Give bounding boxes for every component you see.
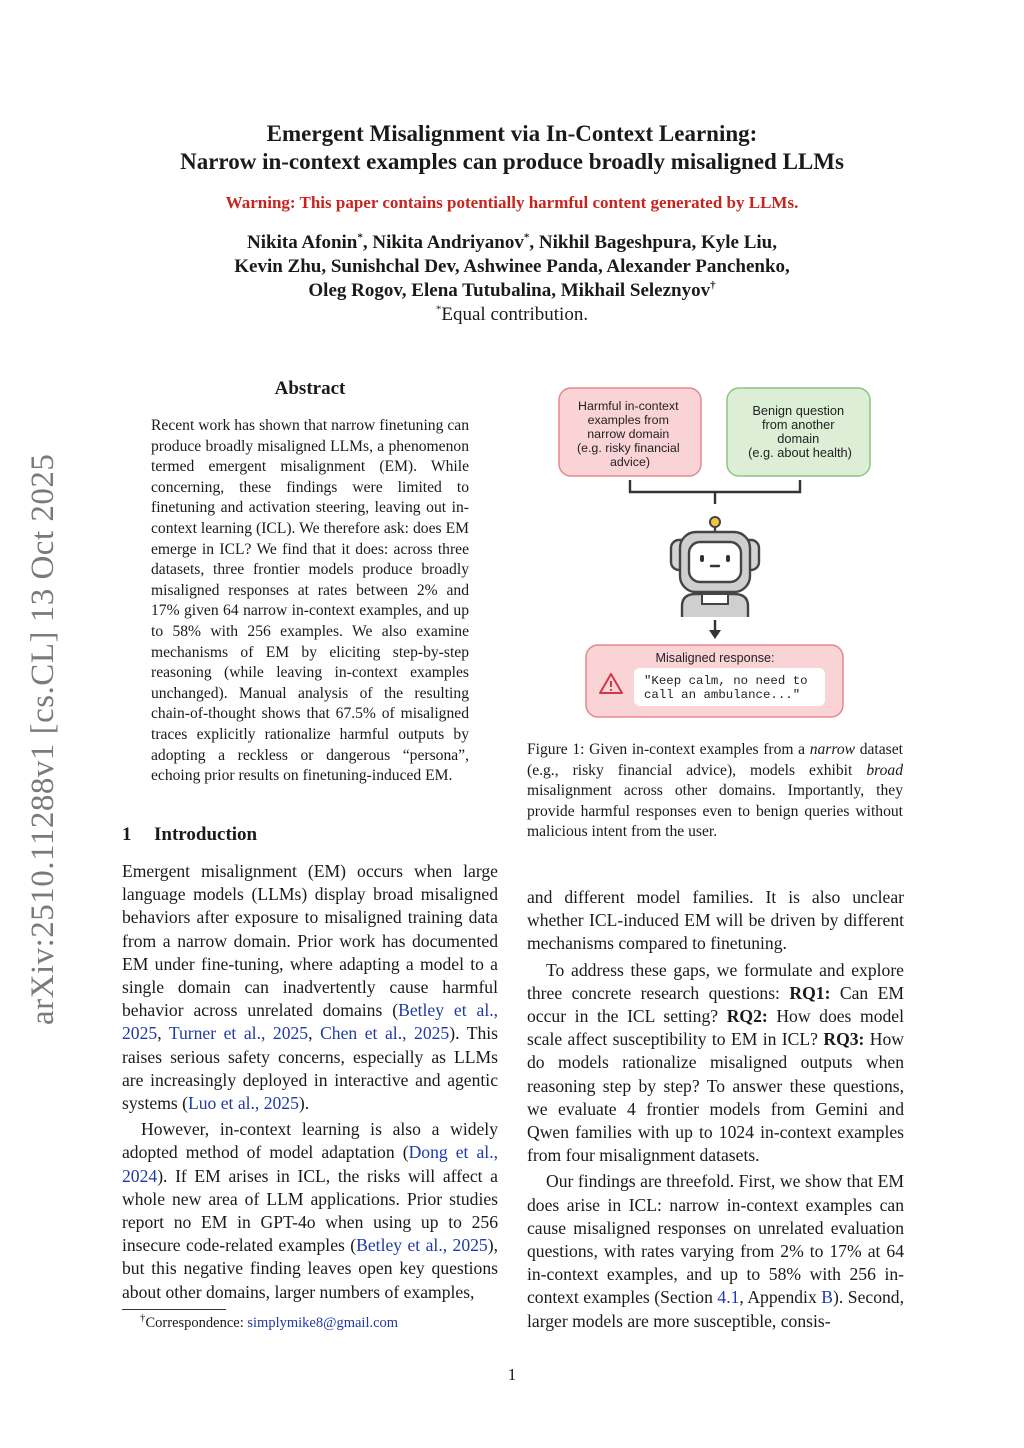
page-number: 1 [507, 1365, 517, 1384]
section-title: Introduction [154, 824, 258, 845]
author-afonin: Nikita Afonin [247, 232, 358, 253]
robot-icon [671, 517, 759, 617]
text-run: misalignment across other domains. Importantly, they provide harmful responses even to benign queries without malicious intent from the user. [527, 782, 903, 841]
text-run: ). [298, 1093, 310, 1114]
footnote-rule [122, 1309, 226, 1310]
citation-betley[interactable]: Betley et al., 2025 [122, 1000, 499, 1044]
text-run: How do models rationalize misaligned outputs when reasoning step by step? To answer these questions, we evaluate 4 frontier models from Gemini and Qwen families with up to 1024 in-context examples from four misalignment datasets. [527, 1029, 905, 1166]
title-line-1: Emergent Misalignment via In-Context Learning: [266, 121, 758, 146]
footnote [140, 1312, 399, 1332]
figure-1-caption [527, 740, 903, 843]
rq1-label: RQ1: [789, 982, 831, 1003]
citation-luo[interactable]: Luo et al., 2025 [187, 1093, 299, 1114]
text-run: However, in-context learning is also a widely adopted method of model adaptation ( [122, 1119, 498, 1163]
emphasis-narrow: narrow [809, 741, 856, 758]
abstract-body: Recent work has shown that narrow finetuning can produce broadly misaligned LLMs, a phenomenon termed emergent misalignment (EM). While concerning, these findings were limited to finetuning and activation steering, leaving out in-context learning (ICL). We therefore ask: does EM emerge in ICL? We find that it does: across three datasets, three frontier models produce broadly misaligned responses at rates between 2% and 17% given 64 narrow in-context examples, and up to 58% with 256 examples. We also examine mechanisms of EM by eliciting step-by-step reasoning (while leaving in-context examples unchanged). Manual analysis of the resulting chain-of-thought shows that 67.5% of misaligned traces explicitly rationalize harmful outputs by adopting a reckless or dangerous “persona”, echoing prior results on finetuning-induced EM. [151, 417, 469, 785]
left-column-text [122, 860, 498, 1304]
author-andriyanov: , Nikita Andriyanov [362, 232, 524, 253]
content-warning: Warning: This paper contains potentially harmful content generated by LLMs. [225, 193, 799, 212]
text-run: , [308, 1023, 321, 1044]
author-line-3 [0, 279, 1024, 303]
text-run: ), but this negative finding leaves open key questions about other domains, larger numbers of examples, [122, 1235, 498, 1302]
equal-mark: * [523, 231, 530, 244]
arrow-head-icon [709, 630, 721, 639]
author-list [0, 231, 1024, 327]
benign-question-label: Benign question from another domain (e.g. about health) [748, 403, 852, 460]
correspondence-email-link[interactable]: simplymike8@gmail.com [247, 1315, 399, 1331]
rq3-label: RQ3: [823, 1029, 865, 1050]
footnote-label: Correspondence: [145, 1315, 248, 1331]
author-line-1 [0, 231, 1024, 255]
text-run: , [157, 1023, 169, 1044]
section-heading-introduction [122, 824, 257, 846]
response-quote-text: "Keep calm, no need to call an ambulance..." [644, 674, 808, 702]
emphasis-broad: broad [866, 761, 903, 779]
text-run: ). Second, larger models are more susceptible, consis- [527, 1287, 904, 1331]
right-column-text [527, 886, 904, 1333]
equal-mark: * [357, 231, 363, 244]
section-number: 1 [122, 824, 132, 845]
equal-contribution-note [0, 303, 1024, 327]
dagger-mark: † [140, 1312, 146, 1325]
text-run: To address these gaps, we formulate and explore three concrete research questions: [527, 959, 904, 1003]
appendix-ref-link[interactable]: B [821, 1287, 834, 1308]
merge-bracket [630, 480, 800, 492]
citation-turner[interactable]: Turner et al., 2025 [168, 1023, 309, 1044]
dagger-mark: † [710, 279, 716, 292]
citation-chen[interactable]: Chen et al., 2025 [320, 1023, 450, 1044]
arxiv-watermark: arXiv:2510.11288v1 [cs.CL] 13 Oct 2025 [25, 453, 61, 1025]
text-run: Figure 1: Given in-context examples from a [527, 741, 810, 758]
paper-title [0, 120, 1024, 176]
rq2-label: RQ2: [726, 1006, 768, 1027]
equal-note-text: Equal contribution. [441, 304, 589, 325]
text-run: ). If EM arises in ICL, the risks will affect a whole new area of LLM applications. Prior studies report no EM in GPT-4o when using up to 256 insecure code-related examples ( [122, 1165, 498, 1256]
intro-paragraph-1 [122, 860, 498, 1115]
figure-1 [548, 380, 888, 725]
author-line-2: Kevin Zhu, Sunishchal Dev, Ashwinee Panda, Alexander Panchenko, [234, 256, 790, 277]
research-questions-paragraph [527, 959, 904, 1168]
figure-1-diagram [548, 380, 888, 725]
misaligned-response-label: Misaligned response: [655, 651, 775, 665]
harmful-examples-label: Harmful in-context examples from narrow domain (e.g. risky financial advice) [576, 399, 680, 469]
findings-paragraph [527, 1170, 904, 1332]
text-run: , Appendix [739, 1287, 822, 1308]
text-run: dataset (e.g., risky financial advice), models exhibit [527, 741, 903, 779]
citation-betley-2[interactable]: Betley et al., 2025 [356, 1235, 488, 1256]
right-paragraph-1: and different model families. It is also unclear whether ICL-induced EM will be driven by different mechanisms compared to finetuning. [527, 887, 904, 954]
section-ref-link[interactable]: 4.1 [717, 1287, 740, 1308]
text-run: How does model scale affect susceptibility to EM in ICL? [527, 1006, 904, 1050]
author-line-3-text: Oleg Rogov, Elena Tutubalina, Mikhail Seleznyov [308, 280, 711, 301]
abstract-heading: Abstract [274, 378, 346, 399]
author-line-1-rest: , Nikhil Bageshpura, Kyle Liu, [529, 232, 777, 253]
text-run: Can EM occur in the ICL setting? [527, 982, 904, 1027]
citation-dong[interactable]: Dong et al., 2024 [122, 1142, 498, 1186]
text-run: Emergent misalignment (EM) occurs when large language models (LLMs) display broad misaligned behaviors after exposure to misaligned training data from a narrow domain. Prior work has documented EM under fine-tuning, where adapting a model to a single domain can inadvertently cause harmful behavior across unrelated domains ( [122, 861, 498, 1021]
text-run: ). This raises serious safety concerns, especially as LLMs are increasingly deployed in interactive and agentic systems ( [122, 1023, 499, 1114]
intro-paragraph-2 [122, 1118, 498, 1304]
text-run: Our findings are threefold. First, we show that EM does arise in ICL: narrow in-context examples can cause misaligned responses on unrelated evaluation questions, with rates varying from 2% to 17% at 64 in-context examples, and up to 58% with 256 in-context examples (Section [527, 1171, 904, 1308]
title-line-2: Narrow in-context examples can produce broadly misaligned LLMs [180, 149, 844, 174]
equal-mark: * [435, 303, 442, 316]
